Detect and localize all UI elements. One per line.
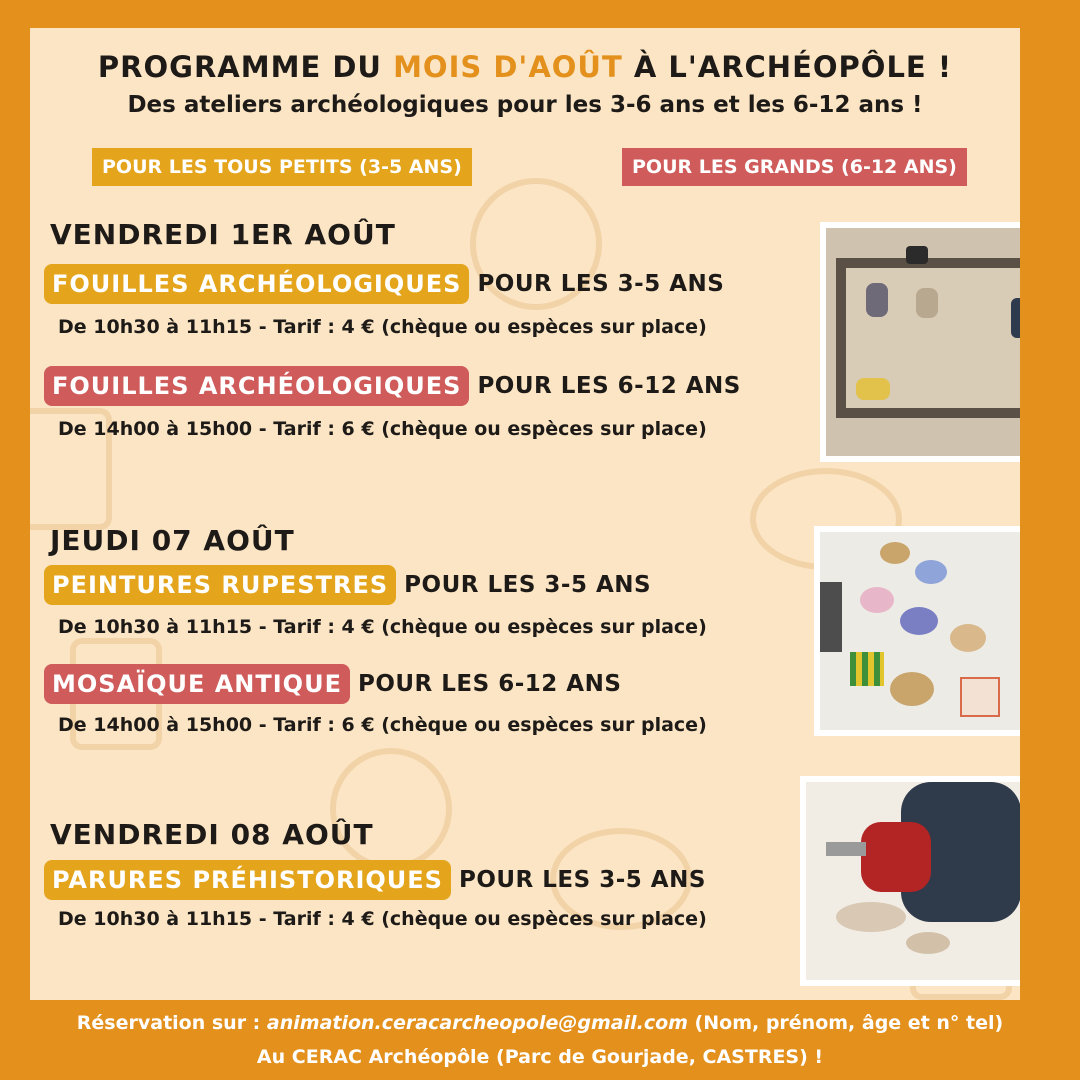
activity-tag-big: MOSAÏQUE ANTIQUE bbox=[44, 664, 350, 704]
poster-panel bbox=[30, 28, 1020, 1000]
bowl-shape bbox=[860, 587, 894, 613]
email-link[interactable]: animation.ceracarcheopole@gmail.com bbox=[266, 1012, 688, 1034]
activity-row bbox=[44, 366, 741, 406]
footer-reservation: Réservation sur : animation.ceracarcheopole@gmail.com (Nom, prénom, âge et n° tel) bbox=[76, 1012, 1004, 1034]
child-figure bbox=[1011, 298, 1020, 338]
bowl-shape bbox=[906, 932, 950, 954]
activity-detail: De 14h00 à 15h00 - Tarif : 6 € (chèque ou espèces sur place) bbox=[58, 418, 707, 440]
activity-tag-small: PEINTURES RUPESTRES bbox=[44, 565, 396, 605]
photo-jewelry bbox=[800, 776, 1020, 986]
activity-detail: De 10h30 à 11h15 - Tarif : 4 € (chèque ou espèces sur place) bbox=[58, 316, 707, 338]
activity-tag-small: FOUILLES ARCHÉOLOGIQUES bbox=[44, 264, 469, 304]
legend-small-kids: POUR LES TOUS PETITS (3-5 ANS) bbox=[92, 148, 472, 186]
decorative-skull-motif bbox=[330, 748, 452, 870]
footer-location: Au CERAC Archéopôle (Parc de Gourjade, CASTRES) ! bbox=[256, 1046, 824, 1068]
activity-age: POUR LES 3-5 ANS bbox=[404, 572, 652, 598]
child-figure bbox=[861, 822, 931, 892]
excavation-image bbox=[826, 228, 1020, 456]
chair-shape bbox=[820, 582, 842, 652]
tool-shape bbox=[826, 842, 866, 856]
mosaic-image bbox=[820, 532, 1020, 730]
legend-big-kids: POUR LES GRANDS (6-12 ANS) bbox=[622, 148, 967, 186]
activity-age: POUR LES 6-12 ANS bbox=[477, 373, 741, 399]
activity-age: POUR LES 3-5 ANS bbox=[458, 867, 706, 893]
activity-row bbox=[44, 264, 724, 304]
page-subtitle: Des ateliers archéologiques pour les 3-6 ans et les 6-12 ans ! bbox=[127, 92, 923, 118]
photo-mosaic bbox=[814, 526, 1020, 736]
activity-detail: De 10h30 à 11h15 - Tarif : 4 € (chèque ou espèces sur place) bbox=[58, 616, 707, 638]
bucket-shape bbox=[906, 246, 928, 264]
bowl-shape bbox=[915, 560, 947, 584]
bowl-shape bbox=[900, 607, 938, 635]
bowl-shape bbox=[836, 902, 906, 932]
activity-row bbox=[44, 860, 706, 900]
page-title: PROGRAMME DU MOIS D'AOÛT À L'ARCHÉOPÔLE ! bbox=[97, 50, 953, 84]
day-date: JEUDI 07 AOÛT bbox=[50, 524, 295, 557]
mosaic-board bbox=[960, 677, 1000, 717]
photo-excavation bbox=[820, 222, 1020, 462]
activity-detail: De 10h30 à 11h15 - Tarif : 4 € (chèque ou espèces sur place) bbox=[58, 908, 707, 930]
activity-tag-small: PARURES PRÉHISTORIQUES bbox=[44, 860, 451, 900]
jewelry-image bbox=[806, 782, 1020, 980]
bowl-shape bbox=[880, 542, 910, 564]
activity-row bbox=[44, 664, 621, 704]
activity-age: POUR LES 6-12 ANS bbox=[357, 671, 622, 697]
bowl-shape bbox=[890, 672, 934, 706]
activity-row bbox=[44, 565, 651, 605]
day-date: VENDREDI 08 AOÛT bbox=[50, 818, 374, 851]
child-figure bbox=[856, 378, 890, 400]
activity-detail: De 14h00 à 15h00 - Tarif : 6 € (chèque ou espèces sur place) bbox=[58, 714, 707, 736]
day-date: VENDREDI 1ER AOÛT bbox=[50, 218, 396, 251]
activity-tag-big: FOUILLES ARCHÉOLOGIQUES bbox=[44, 366, 469, 406]
activity-age: POUR LES 3-5 ANS bbox=[477, 271, 725, 297]
child-figure bbox=[866, 283, 888, 317]
child-figure bbox=[916, 288, 938, 318]
mosaic-board bbox=[850, 652, 884, 686]
bowl-shape bbox=[950, 624, 986, 652]
